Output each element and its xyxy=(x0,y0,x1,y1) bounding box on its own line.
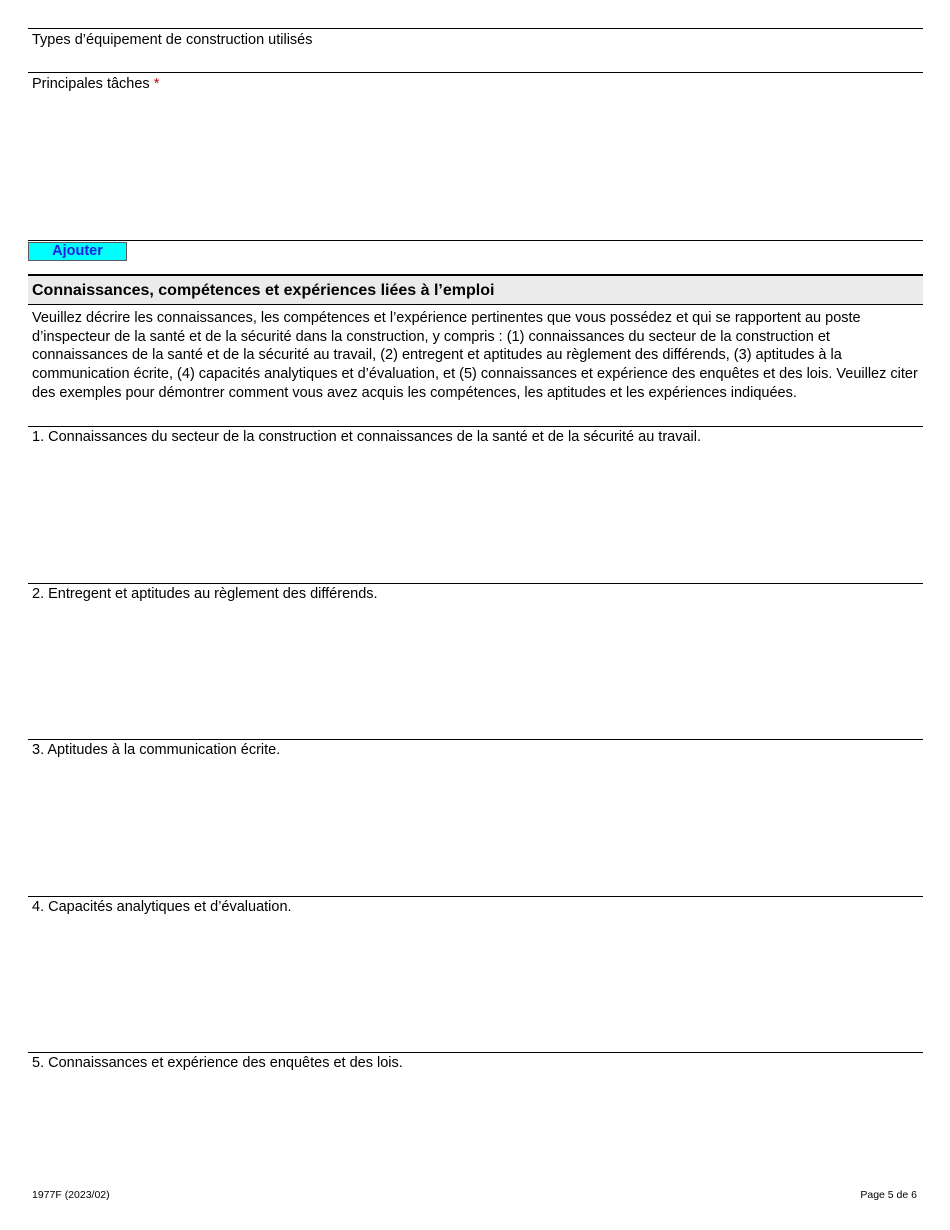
answer-input-1[interactable] xyxy=(28,449,923,583)
answer-input-3[interactable] xyxy=(28,762,923,896)
question-3 xyxy=(28,739,923,896)
tasks-label: Principales tâches * xyxy=(32,76,160,92)
equipment-input[interactable] xyxy=(28,51,923,72)
equipment-label: Types d’équipement de construction utilisés xyxy=(32,32,313,48)
question-label: 2. Entregent et aptitudes au règlement des différends. xyxy=(32,585,378,602)
form-page xyxy=(28,28,923,1172)
add-row xyxy=(28,240,923,274)
question-label: 4. Capacités analytiques et d’évaluation. xyxy=(32,898,292,915)
tasks-input[interactable] xyxy=(28,95,923,240)
answer-input-2[interactable] xyxy=(28,606,923,740)
equipment-field xyxy=(28,28,923,72)
form-number: 1977F (2023/02) xyxy=(32,1189,110,1201)
question-label: 3. Aptitudes à la communication écrite. xyxy=(32,742,281,758)
question-5 xyxy=(28,1052,923,1172)
answer-input-5[interactable] xyxy=(28,1075,923,1172)
section-intro: Veuillez décrire les connaissances, les compétences et l’expérience pertinentes que vous possédez et qui se rapportent au poste d’inspecteur de la santé et de la sécurité dans la construction, y compris : (1) connaissances du secteur de la construction et connaissances de la santé et de la sécurité au travail, (2) entregent et aptitudes au règlement des différends, (3) aptitudes à la communication écrite, (4) capacités analytiques et d’évaluation, et (5) connaissances et expérience des enquêtes et des lois. Veuillez citer des exemples pour démontrer comment vous avez acquis les compétences, les aptitudes et les expériences indiquées. xyxy=(32,310,918,401)
tasks-field xyxy=(28,72,923,240)
question-4 xyxy=(28,896,923,1053)
page-number: Page 5 de 6 xyxy=(860,1189,917,1201)
answer-input-4[interactable] xyxy=(28,919,923,1053)
question-label: 1. Connaissances du secteur de la construction et connaissances de la santé et de la sécurité au travail. xyxy=(32,429,702,445)
required-marker: * xyxy=(153,76,160,92)
section-title: Connaissances, compétences et expériences liées à l’emploi xyxy=(28,274,923,305)
question-2 xyxy=(28,583,923,740)
add-button[interactable]: Ajouter xyxy=(28,242,127,261)
question-label: 5. Connaissances et expérience des enquêtes et des lois. xyxy=(32,1055,403,1071)
question-1 xyxy=(28,426,923,583)
